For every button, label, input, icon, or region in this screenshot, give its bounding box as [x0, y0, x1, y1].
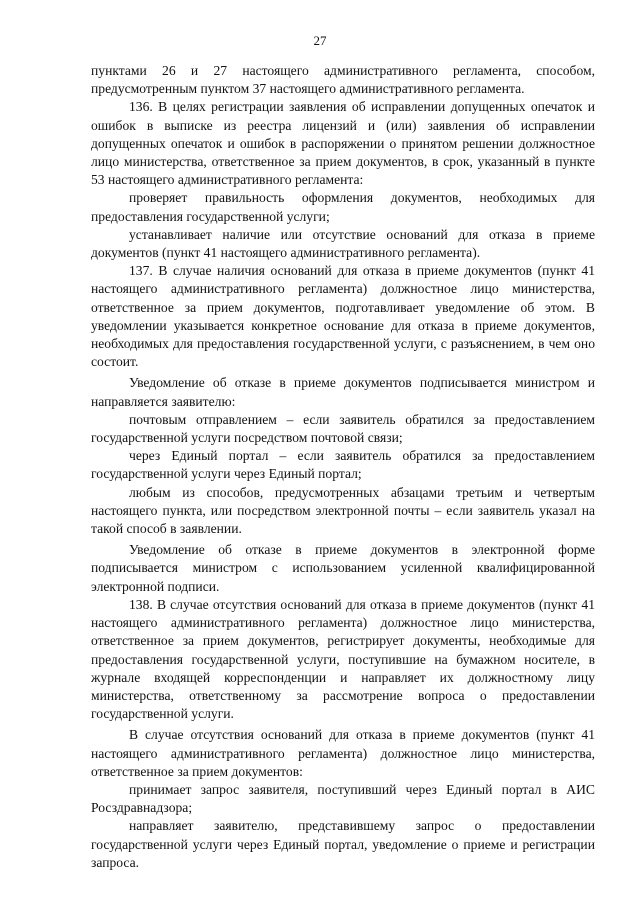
paragraph: любым из способов, предусмотренных абзацами третьим и четвертым настоящего пункта, или посредством электронной почты – если заявитель указал на такой способ в заявлении.	[91, 484, 595, 537]
paragraph: принимает запрос заявителя, поступивший через Единый портал в АИС Росздравнадзора;	[91, 781, 595, 816]
paragraph: 137. В случае наличия оснований для отказа в приеме документов (пункт 41 настоящего административного регламента) должностное лицо министерства, ответственное за прием документов, подготавливает уведомление об этом. В уведомлении указывается конкретное основание для отказа в приеме документов, необходимых для предоставления государственной услуги, с разъяснением, в чем оно состоит.	[91, 263, 595, 370]
paragraph: проверяет правильность оформления документов, необходимых для предоставления государственной услуги;	[91, 190, 595, 224]
paragraph: Уведомление об отказе в приеме документов подписывается министром и направляется заявителю:	[91, 375, 595, 409]
paragraph: 136. В целях регистрации заявления об исправлении допущенных опечаток и ошибок в выписке из реестра лицензий и (или) заявления об исправлении допущенных опечаток и ошибок в распоряжении о принятом решении должностное лицо министерства, ответственное за прием документов, в срок, указанный в пункте 53 настоящего административного регламента:	[91, 99, 595, 188]
paragraph: устанавливает наличие или отсутствие оснований для отказа в приеме документов (пункт 41 настоящего административного регламента).	[91, 226, 595, 261]
paragraph: направляет заявителю, представившему запрос о предоставлении государственной услуги через Единый портал, уведомление о приеме и регистрации запроса.	[91, 818, 595, 870]
paragraph: пунктами 26 и 27 настоящего административного регламента, способом, предусмотренным пунктом 37 настоящего административного регламента.	[91, 63, 595, 97]
paragraph: 138. В случае отсутствия оснований для отказа в приеме документов (пункт 41 настоящего административного регламента) должностное лицо министерства, ответственное за прием документов, регистрирует документы, необходимые для предоставления государственной услуги, поступившие на бумажном носителе, в журнале входящей корреспонденции и направляет их должностному лицу министерства, ответственному за рассмотрение вопроса о предоставлении государственной услуги.	[91, 596, 595, 722]
paragraph: В случае отсутствия оснований для отказа в приеме документов (пункт 41 настоящего административного регламента) должностное лицо министерства, ответственное за прием документов:	[91, 727, 595, 779]
paragraph: Уведомление об отказе в приеме документов в электронной форме подписывается министром с использованием усиленной квалифицированной электронной подписи.	[91, 542, 595, 594]
paragraph: почтовым отправлением – если заявитель обратился за предоставлением государственной услуги посредством почтовой связи;	[91, 411, 595, 446]
document-body	[91, 62, 595, 872]
page-number: 27	[313, 33, 327, 48]
paragraph: через Единый портал – если заявитель обратился за предоставлением государственной услуги через Единый портал;	[91, 448, 595, 482]
